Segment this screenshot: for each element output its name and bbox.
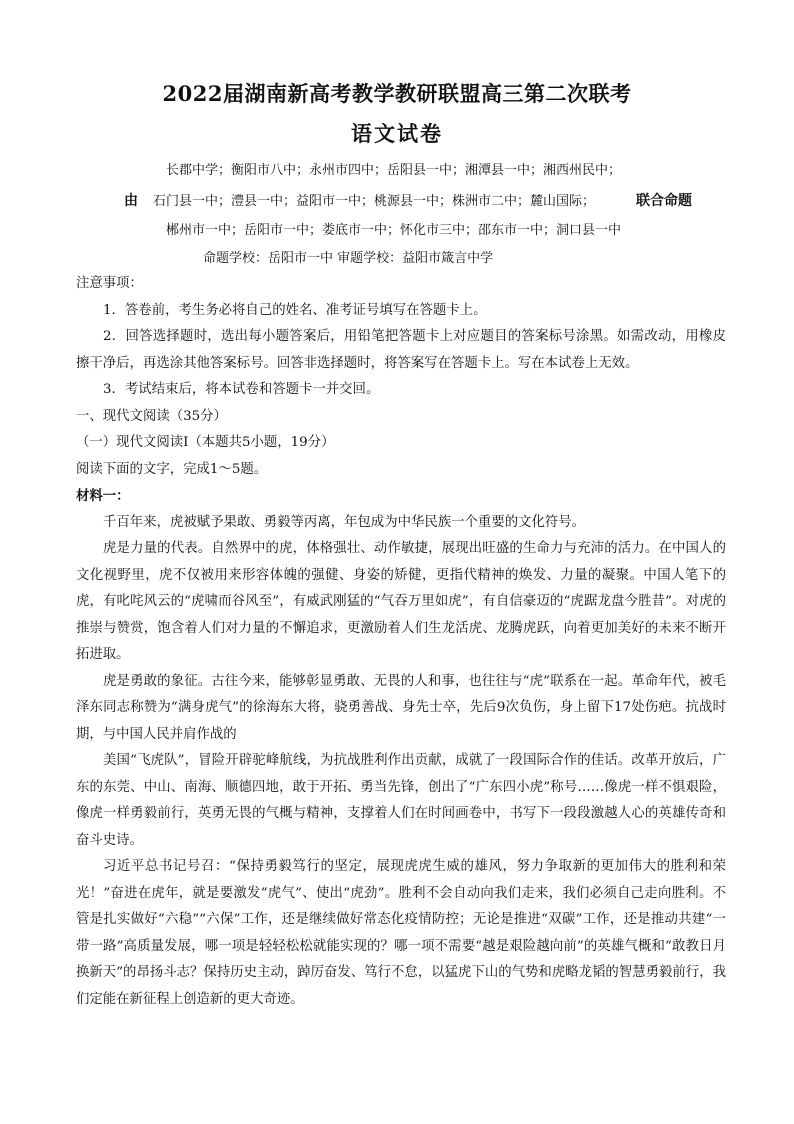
part-subheading: （一）现代文阅读Ⅰ（本题共5小题，19分） xyxy=(76,435,335,450)
exam-subtitle: 语文试卷 xyxy=(351,121,443,146)
paragraph-3: 虎是勇敢的象征。古往今来，能够彰显勇敢、无畏的人和事，也往往与“虎”联系在一起。革命年代，被毛泽东同志称赞为“满身虎气”的徐海东大将，骁勇善战、身先士卒，先后9次负伤，身上留下17处伤疤。抗战时期，与中国人民并肩作战的 xyxy=(76,673,726,742)
exam-body xyxy=(76,271,726,1013)
you-label: 由 xyxy=(124,193,138,209)
school-line-2: 石门县一中；澧县一中；益阳市一中；桃源县一中；株洲市二中；麓山国际； xyxy=(153,194,596,209)
material-label: 材料一： xyxy=(76,488,130,504)
joint-label: 联合命题 xyxy=(636,193,692,209)
paragraph-2: 虎是力量的代表。自然界中的虎，体格强壮、动作敏捷，展现出旺盛的生命力与充沛的活力。在中国人的文化视野里，虎不仅被用来形容体魄的强健、身姿的矫健，更指代精神的焕发、力量的凝聚。中国人笔下的虎，有叱咤风云的“虎啸而谷风至”，有威武刚猛的“气吞万里如虎”，有自信豪迈的“虎踞龙盘今胜昔”。对虎的推崇与赞赏，饱含着人们对力量的不懈追求，更激励着人们生龙活虎、龙腾虎跃，向着更加美好的未来不断开拓进取。 xyxy=(76,541,726,662)
part-heading: 一、现代文阅读（35分） xyxy=(76,408,227,424)
paragraph-4: 美国“飞虎队”，冒险开辟驼峰航线，为抗战胜利作出贡献，成就了一段国际合作的佳话。改革开放后，广东的东莞、中山、南海、顺德四地，敢于开拓、勇当先锋，创出了“广东四小虎”称号……像虎一样不惧艰险，像虎一样勇毅前行，英勇无畏的气概与精神，支撑着人们在时间画卷中，书写下一段段激越人心的英雄传奇和奋斗史诗。 xyxy=(76,753,726,848)
notice-item-3: 3．考试结束后，将本试卷和答题卡一并交回。 xyxy=(103,382,380,397)
notice-heading: 注意事项： xyxy=(76,276,143,291)
exam-title: 2022届湖南新高考教学教研联盟高三第二次联考 xyxy=(162,81,632,106)
school-line-1: 长郡中学；衡阳市八中；永州市四中；岳阳县一中；湘潭县一中；湘西州民中； xyxy=(166,163,622,178)
school-line-3: 郴州市一中；岳阳市一中；娄底市一中；怀化市三中；邵东市一中；洞口县一中 xyxy=(166,223,622,238)
paragraph-1: 千百年来，虎被赋予果敢、勇毅等丙离，年包成为中华民族一个重要的文化符号。 xyxy=(103,514,586,530)
notice-item-1: 1．答卷前，考生务必将自己的姓名、准考证号填写在答题卡上。 xyxy=(103,302,487,318)
paragraph-5: 习近平总书记号召：“保持勇毅笃行的坚定，展现虎虎生威的雄风，努力争取新的更加伟大的胜利和荣光！”奋进在虎年，就是要激发“虎气”、使出“虎劲”。胜利不会自动向我们走来，我们必须自己走向胜利。不管是扎实做好“六稳”“六保”工作，还是继续做好常态化疫情防控；无论是推进“双碳”工作，还是推动共建“一带一路”高质量发展，哪一项是轻轻松松就能实现的？哪一项不需要“越是艰险越向前”的英雄气概和“敢教日月换新天”的昂扬斗志？保持历史主动，踔厉奋发、笃行不怠，以猛虎下山的气势和虎略龙韬的智慧勇毅前行，我们定能在新征程上创造新的更大奇迹。 xyxy=(76,859,726,1007)
school-line-4: 命题学校：岳阳市一中 审题学校：益阳市箴言中学 xyxy=(203,251,494,266)
reading-instruction: 阅读下面的文字，完成1～5题。 xyxy=(76,461,268,477)
notice-item-2: 2．回答选择题时，选出每小题答案后，用铅笔把答题卡上对应题目的答案标号涂黑。如需改动，用橡皮擦干净后，再选涂其他答案标号。回答非选择题时，将答案写在答题卡上。写在本试卷上无效。 xyxy=(76,329,726,371)
